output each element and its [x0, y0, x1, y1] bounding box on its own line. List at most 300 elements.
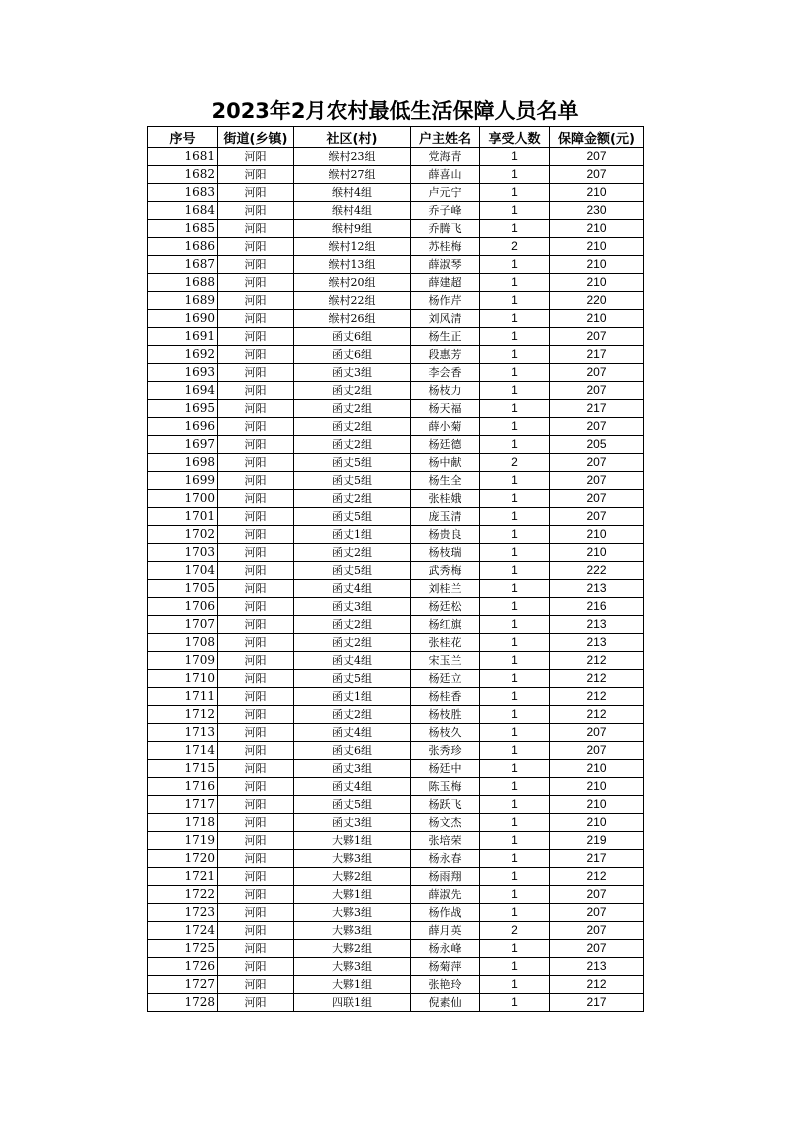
row-householder: 张艳玲 — [411, 976, 480, 994]
row-amount: 207 — [550, 472, 644, 490]
table-row — [148, 976, 644, 994]
row-street: 河阳 — [218, 850, 294, 868]
row-street: 河阳 — [218, 994, 294, 1012]
row-community: 函丈4组 — [294, 778, 411, 796]
row-amount: 210 — [550, 760, 644, 778]
row-people-count: 1 — [480, 634, 550, 652]
row-street: 河阳 — [218, 220, 294, 238]
table-row — [148, 544, 644, 562]
row-amount: 219 — [550, 832, 644, 850]
row-street: 河阳 — [218, 922, 294, 940]
row-amount: 212 — [550, 868, 644, 886]
row-householder: 薛淑先 — [411, 886, 480, 904]
row-street: 河阳 — [218, 544, 294, 562]
row-seq: 1720 — [148, 850, 218, 868]
row-amount: 212 — [550, 670, 644, 688]
row-people-count: 1 — [480, 580, 550, 598]
row-householder: 杨永春 — [411, 850, 480, 868]
row-seq: 1706 — [148, 598, 218, 616]
row-seq: 1703 — [148, 544, 218, 562]
table-row — [148, 760, 644, 778]
row-amount: 213 — [550, 958, 644, 976]
row-street: 河阳 — [218, 760, 294, 778]
row-amount: 207 — [550, 364, 644, 382]
row-amount: 207 — [550, 742, 644, 760]
table-row — [148, 994, 644, 1012]
row-amount: 222 — [550, 562, 644, 580]
row-street: 河阳 — [218, 886, 294, 904]
row-community: 函丈2组 — [294, 706, 411, 724]
row-amount: 207 — [550, 508, 644, 526]
table-row — [148, 796, 644, 814]
row-seq: 1711 — [148, 688, 218, 706]
row-seq: 1697 — [148, 436, 218, 454]
row-people-count: 1 — [480, 472, 550, 490]
row-people-count: 2 — [480, 454, 550, 472]
row-community: 函丈5组 — [294, 472, 411, 490]
header-amount: 保障金额(元) — [550, 127, 644, 148]
row-amount: 212 — [550, 688, 644, 706]
row-amount: 212 — [550, 976, 644, 994]
row-seq: 1728 — [148, 994, 218, 1012]
row-householder: 杨中献 — [411, 454, 480, 472]
row-householder: 杨枝久 — [411, 724, 480, 742]
row-community: 缑村4组 — [294, 184, 411, 202]
row-amount: 207 — [550, 886, 644, 904]
row-community: 大夥1组 — [294, 976, 411, 994]
row-people-count: 1 — [480, 418, 550, 436]
row-people-count: 1 — [480, 868, 550, 886]
row-street: 河阳 — [218, 688, 294, 706]
table-row — [148, 616, 644, 634]
row-people-count: 1 — [480, 256, 550, 274]
row-householder: 杨作战 — [411, 904, 480, 922]
row-amount: 210 — [550, 238, 644, 256]
row-amount: 207 — [550, 382, 644, 400]
row-seq: 1681 — [148, 148, 218, 166]
row-street: 河阳 — [218, 382, 294, 400]
table-row — [148, 742, 644, 760]
row-people-count: 1 — [480, 940, 550, 958]
row-people-count: 1 — [480, 148, 550, 166]
row-seq: 1688 — [148, 274, 218, 292]
row-community: 缑村27组 — [294, 166, 411, 184]
table-row — [148, 670, 644, 688]
row-amount: 210 — [550, 310, 644, 328]
table-row — [148, 922, 644, 940]
row-householder: 杨枝胜 — [411, 706, 480, 724]
row-seq: 1719 — [148, 832, 218, 850]
row-householder: 杨贵良 — [411, 526, 480, 544]
table-row — [148, 400, 644, 418]
row-people-count: 1 — [480, 202, 550, 220]
row-householder: 卢元宁 — [411, 184, 480, 202]
row-street: 河阳 — [218, 184, 294, 202]
row-people-count: 1 — [480, 616, 550, 634]
row-people-count: 1 — [480, 778, 550, 796]
row-amount: 212 — [550, 706, 644, 724]
row-householder: 杨天福 — [411, 400, 480, 418]
table-row — [148, 490, 644, 508]
row-street: 河阳 — [218, 526, 294, 544]
row-street: 河阳 — [218, 274, 294, 292]
row-street: 河阳 — [218, 508, 294, 526]
row-street: 河阳 — [218, 256, 294, 274]
table-row — [148, 652, 644, 670]
row-community: 函丈5组 — [294, 508, 411, 526]
row-people-count: 1 — [480, 328, 550, 346]
row-householder: 张桂娥 — [411, 490, 480, 508]
row-householder: 倪素仙 — [411, 994, 480, 1012]
row-seq: 1700 — [148, 490, 218, 508]
row-seq: 1690 — [148, 310, 218, 328]
row-amount: 213 — [550, 616, 644, 634]
row-people-count: 1 — [480, 904, 550, 922]
row-community: 函丈2组 — [294, 400, 411, 418]
row-householder: 杨桂香 — [411, 688, 480, 706]
row-community: 函丈1组 — [294, 526, 411, 544]
table-row — [148, 886, 644, 904]
table-row — [148, 778, 644, 796]
row-people-count: 1 — [480, 346, 550, 364]
row-community: 函丈2组 — [294, 382, 411, 400]
row-street: 河阳 — [218, 706, 294, 724]
row-community: 缑村26组 — [294, 310, 411, 328]
row-amount: 217 — [550, 346, 644, 364]
table-row — [148, 958, 644, 976]
row-seq: 1691 — [148, 328, 218, 346]
row-householder: 党海青 — [411, 148, 480, 166]
row-amount: 207 — [550, 724, 644, 742]
row-amount: 207 — [550, 904, 644, 922]
row-householder: 苏桂梅 — [411, 238, 480, 256]
row-people-count: 1 — [480, 958, 550, 976]
row-people-count: 1 — [480, 598, 550, 616]
row-seq: 1701 — [148, 508, 218, 526]
table-row — [148, 364, 644, 382]
row-street: 河阳 — [218, 904, 294, 922]
row-people-count: 1 — [480, 382, 550, 400]
row-householder: 乔腾飞 — [411, 220, 480, 238]
row-householder: 杨廷德 — [411, 436, 480, 454]
row-street: 河阳 — [218, 148, 294, 166]
row-householder: 段惠芳 — [411, 346, 480, 364]
row-people-count: 1 — [480, 292, 550, 310]
row-community: 函丈4组 — [294, 580, 411, 598]
row-people-count: 1 — [480, 400, 550, 418]
row-householder: 庞玉清 — [411, 508, 480, 526]
row-seq: 1696 — [148, 418, 218, 436]
row-householder: 薛月英 — [411, 922, 480, 940]
row-people-count: 1 — [480, 994, 550, 1012]
row-community: 缑村20组 — [294, 274, 411, 292]
row-seq: 1698 — [148, 454, 218, 472]
row-householder: 杨廷中 — [411, 760, 480, 778]
table-row — [148, 598, 644, 616]
row-amount: 217 — [550, 850, 644, 868]
row-community: 函丈2组 — [294, 616, 411, 634]
row-community: 缑村12组 — [294, 238, 411, 256]
row-amount: 210 — [550, 544, 644, 562]
row-people-count: 1 — [480, 184, 550, 202]
table-row — [148, 292, 644, 310]
table-row — [148, 382, 644, 400]
row-community: 函丈2组 — [294, 490, 411, 508]
table-row — [148, 418, 644, 436]
table-row — [148, 202, 644, 220]
table-row — [148, 436, 644, 454]
row-people-count: 1 — [480, 436, 550, 454]
header-community: 社区(村) — [294, 127, 411, 148]
recipient-table — [147, 126, 644, 1012]
row-householder: 薛小菊 — [411, 418, 480, 436]
row-seq: 1708 — [148, 634, 218, 652]
row-amount: 210 — [550, 526, 644, 544]
row-seq: 1702 — [148, 526, 218, 544]
row-householder: 杨枝力 — [411, 382, 480, 400]
row-street: 河阳 — [218, 238, 294, 256]
table-row — [148, 508, 644, 526]
row-amount: 207 — [550, 490, 644, 508]
row-street: 河阳 — [218, 778, 294, 796]
row-seq: 1725 — [148, 940, 218, 958]
header-householder: 户主姓名 — [411, 127, 480, 148]
row-street: 河阳 — [218, 634, 294, 652]
row-community: 函丈3组 — [294, 364, 411, 382]
row-amount: 207 — [550, 454, 644, 472]
row-people-count: 1 — [480, 886, 550, 904]
row-amount: 210 — [550, 814, 644, 832]
row-people-count: 1 — [480, 166, 550, 184]
table-row — [148, 328, 644, 346]
row-seq: 1707 — [148, 616, 218, 634]
row-people-count: 1 — [480, 724, 550, 742]
row-householder: 杨生正 — [411, 328, 480, 346]
row-people-count: 1 — [480, 814, 550, 832]
row-householder: 杨永峰 — [411, 940, 480, 958]
row-householder: 杨廷松 — [411, 598, 480, 616]
row-street: 河阳 — [218, 490, 294, 508]
table-row — [148, 724, 644, 742]
row-people-count: 1 — [480, 976, 550, 994]
row-people-count: 1 — [480, 544, 550, 562]
row-street: 河阳 — [218, 724, 294, 742]
table-row — [148, 904, 644, 922]
row-amount: 207 — [550, 148, 644, 166]
table-row — [148, 220, 644, 238]
row-people-count: 2 — [480, 238, 550, 256]
row-amount: 217 — [550, 994, 644, 1012]
row-street: 河阳 — [218, 652, 294, 670]
row-community: 大夥3组 — [294, 958, 411, 976]
row-community: 函丈5组 — [294, 670, 411, 688]
row-amount: 210 — [550, 184, 644, 202]
row-street: 河阳 — [218, 742, 294, 760]
row-people-count: 1 — [480, 526, 550, 544]
row-householder: 杨菊萍 — [411, 958, 480, 976]
row-seq: 1694 — [148, 382, 218, 400]
row-people-count: 1 — [480, 364, 550, 382]
row-street: 河阳 — [218, 796, 294, 814]
row-householder: 杨廷立 — [411, 670, 480, 688]
row-seq: 1714 — [148, 742, 218, 760]
table-row — [148, 148, 644, 166]
row-seq: 1717 — [148, 796, 218, 814]
row-amount: 230 — [550, 202, 644, 220]
row-street: 河阳 — [218, 292, 294, 310]
row-street: 河阳 — [218, 166, 294, 184]
row-street: 河阳 — [218, 202, 294, 220]
row-seq: 1709 — [148, 652, 218, 670]
header-people-count: 享受人数 — [480, 127, 550, 148]
row-seq: 1721 — [148, 868, 218, 886]
table-row — [148, 274, 644, 292]
row-community: 缑村13组 — [294, 256, 411, 274]
row-community: 缑村9组 — [294, 220, 411, 238]
row-householder: 宋玉兰 — [411, 652, 480, 670]
row-amount: 207 — [550, 418, 644, 436]
row-street: 河阳 — [218, 868, 294, 886]
row-street: 河阳 — [218, 670, 294, 688]
table-row — [148, 688, 644, 706]
row-seq: 1695 — [148, 400, 218, 418]
row-community: 四联1组 — [294, 994, 411, 1012]
row-seq: 1699 — [148, 472, 218, 490]
table-row — [148, 940, 644, 958]
header-seq: 序号 — [148, 127, 218, 148]
row-community: 函丈2组 — [294, 544, 411, 562]
row-people-count: 1 — [480, 490, 550, 508]
row-seq: 1710 — [148, 670, 218, 688]
row-street: 河阳 — [218, 616, 294, 634]
table-row — [148, 868, 644, 886]
row-community: 大夥3组 — [294, 904, 411, 922]
row-seq: 1692 — [148, 346, 218, 364]
row-seq: 1685 — [148, 220, 218, 238]
row-street: 河阳 — [218, 958, 294, 976]
row-householder: 乔子峰 — [411, 202, 480, 220]
row-householder: 杨跃飞 — [411, 796, 480, 814]
row-people-count: 1 — [480, 310, 550, 328]
row-community: 大夥1组 — [294, 886, 411, 904]
row-community: 缑村4组 — [294, 202, 411, 220]
row-community: 函丈6组 — [294, 328, 411, 346]
table-row — [148, 634, 644, 652]
table-row — [148, 310, 644, 328]
row-community: 函丈4组 — [294, 652, 411, 670]
row-people-count: 1 — [480, 652, 550, 670]
row-amount: 207 — [550, 922, 644, 940]
row-seq: 1693 — [148, 364, 218, 382]
row-street: 河阳 — [218, 328, 294, 346]
row-street: 河阳 — [218, 364, 294, 382]
row-householder: 杨枝瑞 — [411, 544, 480, 562]
row-people-count: 1 — [480, 220, 550, 238]
row-amount: 210 — [550, 256, 644, 274]
table-row — [148, 166, 644, 184]
row-community: 大夥3组 — [294, 922, 411, 940]
row-seq: 1722 — [148, 886, 218, 904]
row-householder: 陈玉梅 — [411, 778, 480, 796]
row-householder: 刘风清 — [411, 310, 480, 328]
table-row — [148, 706, 644, 724]
row-amount: 220 — [550, 292, 644, 310]
row-street: 河阳 — [218, 832, 294, 850]
row-amount: 205 — [550, 436, 644, 454]
row-householder: 张培荣 — [411, 832, 480, 850]
row-amount: 207 — [550, 166, 644, 184]
row-amount: 217 — [550, 400, 644, 418]
row-seq: 1727 — [148, 976, 218, 994]
row-community: 函丈3组 — [294, 760, 411, 778]
row-community: 缑村23组 — [294, 148, 411, 166]
row-community: 函丈2组 — [294, 634, 411, 652]
row-street: 河阳 — [218, 976, 294, 994]
row-householder: 杨生全 — [411, 472, 480, 490]
row-seq: 1689 — [148, 292, 218, 310]
row-seq: 1705 — [148, 580, 218, 598]
row-people-count: 1 — [480, 832, 550, 850]
row-householder: 张桂花 — [411, 634, 480, 652]
row-amount: 207 — [550, 940, 644, 958]
row-householder: 杨雨翔 — [411, 868, 480, 886]
row-amount: 210 — [550, 220, 644, 238]
table-row — [148, 526, 644, 544]
row-householder: 杨红旗 — [411, 616, 480, 634]
row-street: 河阳 — [218, 310, 294, 328]
row-community: 函丈2组 — [294, 436, 411, 454]
table-row — [148, 832, 644, 850]
row-people-count: 1 — [480, 706, 550, 724]
row-community: 函丈5组 — [294, 562, 411, 580]
row-amount: 213 — [550, 580, 644, 598]
table-row — [148, 580, 644, 598]
row-street: 河阳 — [218, 562, 294, 580]
table-body — [148, 148, 644, 1012]
row-community: 函丈3组 — [294, 814, 411, 832]
row-householder: 杨文杰 — [411, 814, 480, 832]
row-amount: 210 — [550, 274, 644, 292]
row-people-count: 2 — [480, 922, 550, 940]
table-header-row — [148, 127, 644, 148]
row-seq: 1726 — [148, 958, 218, 976]
row-street: 河阳 — [218, 814, 294, 832]
table-row — [148, 562, 644, 580]
table-row — [148, 238, 644, 256]
table-row — [148, 184, 644, 202]
row-seq: 1718 — [148, 814, 218, 832]
row-amount: 213 — [550, 634, 644, 652]
row-people-count: 1 — [480, 760, 550, 778]
row-seq: 1716 — [148, 778, 218, 796]
row-community: 函丈5组 — [294, 454, 411, 472]
row-community: 大夥2组 — [294, 868, 411, 886]
table-row — [148, 346, 644, 364]
row-householder: 刘桂兰 — [411, 580, 480, 598]
row-people-count: 1 — [480, 688, 550, 706]
row-seq: 1715 — [148, 760, 218, 778]
row-people-count: 1 — [480, 508, 550, 526]
row-street: 河阳 — [218, 436, 294, 454]
row-householder: 张秀珍 — [411, 742, 480, 760]
row-people-count: 1 — [480, 562, 550, 580]
row-street: 河阳 — [218, 940, 294, 958]
row-seq: 1682 — [148, 166, 218, 184]
row-seq: 1683 — [148, 184, 218, 202]
row-street: 河阳 — [218, 400, 294, 418]
row-amount: 212 — [550, 652, 644, 670]
row-street: 河阳 — [218, 472, 294, 490]
